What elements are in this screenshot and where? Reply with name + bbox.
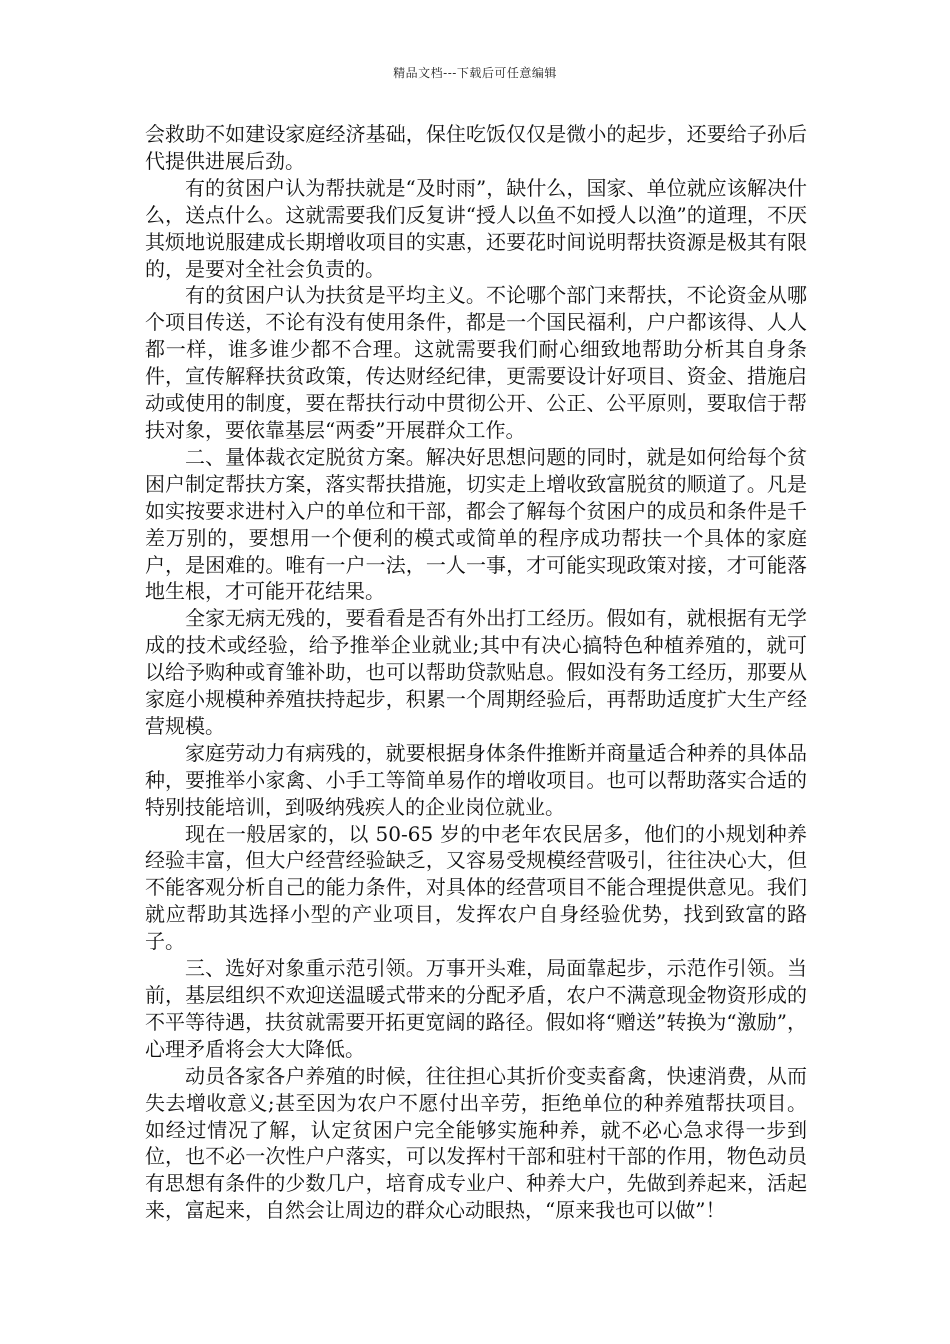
- paragraph-4: 二、量体裁衣定脱贫方案。解决好思想问题的同时，就是如何给每个贫困户制定帮扶方案，落实帮扶措施，切实走上增收致富脱贫的顺道了。凡是如实按要求进村入户的单位和干部，都会了解每个贫困户的成员和条件是千差万别的，要想用一个便利的模式或简单的程序成功帮扶一个具体的家庭户，是困难的。唯有一户一法，一人一事，才可能实现政策对接，才可能落地生根，才可能开花结果。: [145, 444, 807, 604]
- page-header: 精品文档---下载后可任意编辑: [393, 66, 557, 80]
- paragraph-7: 现在一般居家的，以 50-65 岁的中老年农民居多，他们的小规划种养经验丰富，但大户经营经验缺乏，又容易受规模经营吸引，往往决心大，但不能客观分析自己的能力条件，对具体的经营项目不能合理提供意见。我们就应帮助其选择小型的产业项目，发挥农户自身经验优势，找到致富的路子。: [145, 821, 807, 954]
- paragraph-3: 有的贫困户认为扶贫是平均主义。不论哪个部门来帮扶，不论资金从哪个项目传送，不论有没有使用条件，都是一个国民福利，户户都该得、人人都一样，谁多谁少都不合理。这就需要我们耐心细致地帮助分析其自身条件，宣传解释扶贫政策，传达财经纪律，更需要设计好项目、资金、措施启动或使用的制度，要在帮扶行动中贯彻公开、公正、公平原则，要取信于帮扶对象，要依靠基层“两委”开展群众工作。: [145, 283, 807, 442]
- document-body: [145, 121, 807, 1224]
- paragraph-8: 三、选好对象重示范引领。万事开头难，局面靠起步，示范作引领。当前，基层组织不欢迎送温暖式带来的分配矛盾，农户不满意现金物资形成的不平等待遇，扶贫就需要开拓更宽阔的路径。假如将“赠送”转换为“激励”，心理矛盾将会大大降低。: [145, 956, 807, 1061]
- paragraph-5: 全家无病无残的，要看看是否有外出打工经历。假如有，就根据有无学成的技术或经验，给予推举企业就业;其中有决心搞特色种植养殖的，就可以给予购种或育雏补助，也可以帮助贷款贴息。假如没有务工经历，那要从家庭小规模种养殖扶持起步，积累一个周期经验后，再帮助适度扩大生产经营规模。: [145, 606, 807, 738]
- paragraph-6: 家庭劳动力有病残的，就要根据身体条件推断并商量适合种养的具体品种，要推举小家禽、小手工等简单易作的增收项目。也可以帮助落实合适的特别技能培训，到吸纳残疾人的企业岗位就业。: [145, 740, 807, 819]
- paragraph-9: 动员各家各户养殖的时候，往往担心其折价变卖畜禽，快速消费，从而失去增收意义;甚至因为农户不愿付出辛劳，拒绝单位的种养殖帮扶项目。如经过情况了解，认定贫困户完全能够实施种养，就不必心急求得一步到位，也不必一次性户户落实，可以发挥村干部和驻村干部的作用，物色动员有思想有条件的少数几户，培育成专业户、种养大户，先做到养起来，活起来，富起来，自然会让周边的群众心动眼热，“原来我也可以做”！: [145, 1063, 807, 1223]
- paragraph-1: 会救助不如建设家庭经济基础，保住吃饭仅仅是微小的起步，还要给子孙后代提供进展后劲。: [145, 122, 807, 173]
- paragraph-2: 有的贫困户认为帮扶就是“及时雨”，缺什么，国家、单位就应该解决什么，送点什么。这就需要我们反复讲“授人以鱼不如授人以渔”的道理，不厌其烦地说服建成长期增收项目的实惠，还要花时间说明帮扶资源是极其有限的，是要对全社会负责的。: [145, 175, 807, 281]
